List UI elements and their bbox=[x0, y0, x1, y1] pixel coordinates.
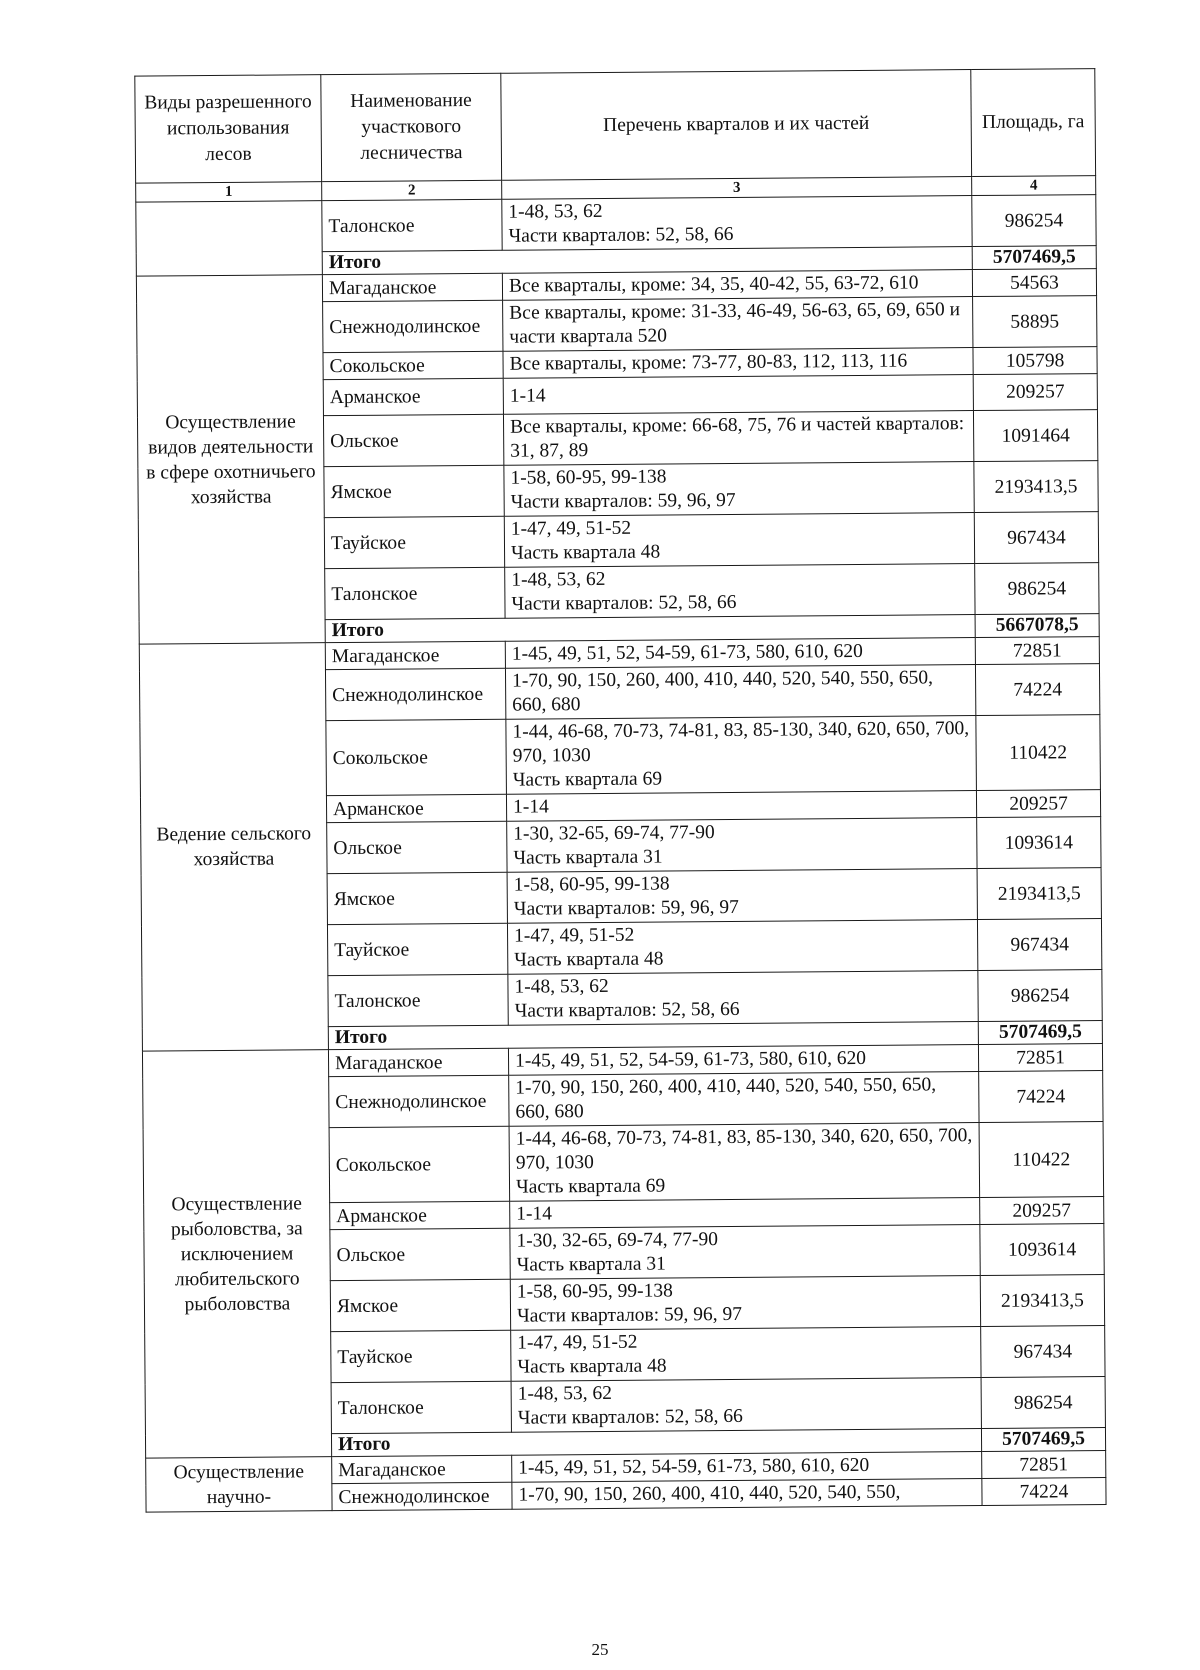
area-value: 2193413,5 bbox=[974, 461, 1098, 513]
area-value: 72851 bbox=[975, 637, 1099, 665]
area-value: 967434 bbox=[974, 512, 1098, 564]
forestry-name: Сокольское bbox=[326, 719, 507, 795]
use-type-cell: Ведение сельского хозяйства bbox=[139, 643, 328, 1051]
quarters-list bbox=[510, 1225, 980, 1280]
area-value: 105798 bbox=[973, 347, 1097, 375]
area-value: 209257 bbox=[976, 790, 1100, 818]
forestry-name: Магаданское bbox=[322, 273, 502, 301]
quarters-line: 1-44, 46-68, 70-73, 74-81, 83, 85-130, 340, 620, 650, 700, 970, 1030 bbox=[512, 718, 970, 767]
column-number: 2 bbox=[322, 180, 502, 200]
forestry-name: Тауйское bbox=[331, 1330, 511, 1382]
forestry-name: Сокольское bbox=[323, 351, 503, 379]
area-value: 2193413,5 bbox=[977, 868, 1101, 920]
area-value: 72851 bbox=[978, 1044, 1102, 1072]
forestry-name: Ямское bbox=[330, 1279, 510, 1331]
column-number: 1 bbox=[136, 182, 322, 202]
area-value: 986254 bbox=[972, 195, 1096, 247]
quarters-list bbox=[509, 1123, 980, 1202]
quarters-line: 1-58, 60-95, 99-138 bbox=[510, 466, 667, 489]
quarters-list: 1-45, 49, 51, 52, 54-59, 61-73, 580, 610, 620 bbox=[508, 1045, 978, 1076]
quarters-line: 1-44, 46-68, 70-73, 74-81, 83, 85-130, 340, 620, 650, 700, 970, 1030 bbox=[515, 1125, 973, 1174]
quarters-list bbox=[511, 1327, 981, 1382]
column-number: 3 bbox=[502, 177, 972, 200]
area-value: 74224 bbox=[975, 664, 1099, 716]
quarters-parts: Части кварталов: 52, 58, 66 bbox=[511, 591, 737, 615]
quarters-line: 1-30, 32-65, 69-74, 77-90 bbox=[516, 1229, 719, 1252]
quarters-parts: Части кварталов: 59, 96, 97 bbox=[513, 896, 739, 920]
area-value: 74224 bbox=[982, 1478, 1106, 1506]
quarters-list bbox=[507, 869, 977, 924]
table-row bbox=[136, 195, 1096, 254]
quarters-list: 1-14 bbox=[503, 375, 973, 415]
quarters-parts: Часть квартала 69 bbox=[515, 1175, 666, 1198]
quarters-list bbox=[508, 971, 978, 1026]
quarters-line: 1-48, 53, 62 bbox=[517, 1382, 612, 1405]
quarters-list: 1-70, 90, 150, 260, 400, 410, 440, 520, 540, 550, 650, 660, 680 bbox=[509, 1072, 979, 1127]
total-value: 5707469,5 bbox=[978, 1021, 1102, 1045]
header-use-type: Виды разрешенного использования лесов bbox=[135, 75, 322, 183]
forestry-name: Магаданское bbox=[325, 641, 505, 669]
forestry-name: Талонское bbox=[331, 1381, 511, 1433]
quarters-parts: Части кварталов: 52, 58, 66 bbox=[508, 223, 734, 247]
forestry-name: Тауйское bbox=[327, 923, 507, 975]
quarters-list bbox=[507, 920, 977, 975]
forestry-name: Талонское bbox=[325, 567, 505, 619]
area-value: 74224 bbox=[979, 1071, 1103, 1123]
area-value: 209257 bbox=[980, 1197, 1104, 1225]
quarters-line: 1-47, 49, 51-52 bbox=[517, 1331, 638, 1354]
quarters-list: 1-45, 49, 51, 52, 54-59, 61-73, 580, 610, 620 bbox=[512, 1452, 982, 1483]
forestry-name: Талонское bbox=[328, 974, 508, 1026]
quarters-parts: Части кварталов: 52, 58, 66 bbox=[514, 998, 740, 1022]
area-value: 986254 bbox=[981, 1377, 1105, 1429]
quarters-parts: Части кварталов: 52, 58, 66 bbox=[517, 1405, 743, 1429]
quarters-list: Все кварталы, кроме: 34, 35, 40-42, 55, 63-72, 610 bbox=[502, 270, 972, 301]
quarters-list: Все кварталы, кроме: 73-77, 80-83, 112, 113, 116 bbox=[503, 348, 973, 379]
quarters-parts: Части кварталов: 59, 96, 97 bbox=[516, 1303, 743, 1327]
forestry-name: Снежнодолинское bbox=[332, 1482, 512, 1510]
quarters-list bbox=[507, 818, 977, 873]
forestry-name: Арманское bbox=[326, 794, 506, 822]
quarters-line: 1-58, 60-95, 99-138 bbox=[516, 1280, 673, 1303]
quarters-parts: Часть квартала 31 bbox=[513, 846, 663, 869]
use-type-cell: Осуществление рыболовства, за исключением любительского рыболовства bbox=[142, 1050, 331, 1458]
quarters-list bbox=[504, 462, 974, 517]
quarters-list bbox=[511, 1378, 981, 1433]
total-value: 5707469,5 bbox=[981, 1428, 1105, 1452]
quarters-line: 1-48, 53, 62 bbox=[511, 568, 606, 591]
forestry-name: Снежнодолинское bbox=[325, 668, 505, 720]
quarters-line: 1-30, 32-65, 69-74, 77-90 bbox=[513, 822, 715, 845]
quarters-parts: Часть квартала 69 bbox=[512, 768, 663, 791]
header-forestry-name: Наименование участкового лесничества bbox=[321, 73, 502, 181]
area-value: 986254 bbox=[975, 563, 1099, 615]
area-value: 1093614 bbox=[977, 817, 1101, 869]
quarters-list: Все кварталы, кроме: 31-33, 46-49, 56-63, 65, 69, 650 и части квартала 520 bbox=[503, 297, 973, 352]
forestry-name: Сокольское bbox=[329, 1126, 510, 1202]
quarters-list bbox=[506, 716, 977, 795]
quarters-list bbox=[510, 1276, 980, 1331]
forestry-name: Магаданское bbox=[332, 1455, 512, 1483]
quarters-list: 1-70, 90, 150, 260, 400, 410, 440, 520, 540, 550, bbox=[512, 1479, 982, 1510]
area-value: 1093614 bbox=[980, 1224, 1104, 1276]
area-value: 209257 bbox=[973, 374, 1097, 411]
forestry-name: Ямское bbox=[327, 872, 507, 924]
forestry-name: Ольское bbox=[330, 1228, 510, 1280]
use-type-cell: Осуществление научно- bbox=[146, 1457, 332, 1512]
column-number: 4 bbox=[972, 176, 1096, 196]
forestry-name: Магаданское bbox=[328, 1048, 508, 1076]
page-number: 25 bbox=[591, 1640, 609, 1659]
use-type-cell: Осуществление видов деятельности в сфере охотничьего хозяйства bbox=[136, 275, 325, 644]
area-value: 110422 bbox=[976, 715, 1101, 791]
header-area: Площадь, га bbox=[971, 69, 1096, 177]
quarters-line: 1-48, 53, 62 bbox=[514, 975, 609, 998]
total-value: 5707469,5 bbox=[972, 246, 1096, 270]
area-value: 54563 bbox=[972, 269, 1096, 297]
total-label: Итого bbox=[325, 615, 975, 643]
forestry-name: Тауйское bbox=[324, 516, 504, 568]
quarters-line: 1-48, 53, 62 bbox=[508, 200, 603, 223]
area-value: 986254 bbox=[978, 970, 1102, 1022]
area-value: 967434 bbox=[977, 919, 1101, 971]
total-label: Итого bbox=[328, 1022, 978, 1050]
total-value: 5667078,5 bbox=[975, 614, 1099, 638]
use-type-cell bbox=[136, 201, 323, 276]
quarters-list bbox=[505, 564, 975, 619]
area-value: 1091464 bbox=[973, 410, 1097, 462]
quarters-parts: Часть квартала 48 bbox=[510, 541, 661, 564]
forestry-name: Ольское bbox=[327, 821, 507, 873]
area-value: 2193413,5 bbox=[980, 1275, 1104, 1327]
forestry-name: Ямское bbox=[324, 465, 504, 517]
area-value: 967434 bbox=[981, 1326, 1105, 1378]
table-header-row bbox=[135, 69, 1096, 184]
forestry-name: Арманское bbox=[330, 1201, 510, 1229]
forestry-name: Ольское bbox=[323, 414, 503, 466]
forestry-name: Снежнодолинское bbox=[323, 300, 503, 352]
area-value: 72851 bbox=[982, 1451, 1106, 1479]
quarters-line: 1-47, 49, 51-52 bbox=[510, 517, 632, 540]
quarters-list: Все кварталы, кроме: 66-68, 75, 76 и частей кварталов: 31, 87, 89 bbox=[503, 411, 973, 466]
quarters-line: 1-47, 49, 51-52 bbox=[513, 924, 635, 947]
total-label: Итого bbox=[331, 1429, 981, 1457]
area-value: 110422 bbox=[979, 1122, 1104, 1198]
total-label: Итого bbox=[322, 247, 972, 275]
quarters-parts: Часть квартала 31 bbox=[516, 1253, 666, 1276]
forest-use-table bbox=[134, 68, 1106, 1513]
quarters-list bbox=[502, 196, 972, 251]
quarters-parts: Часть квартала 48 bbox=[514, 948, 664, 971]
quarters-parts: Части кварталов: 59, 96, 97 bbox=[510, 489, 736, 513]
quarters-list: 1-70, 90, 150, 260, 400, 410, 440, 520, 540, 550, 650, 660, 680 bbox=[505, 665, 975, 720]
forestry-name: Арманское bbox=[323, 378, 503, 415]
quarters-parts: Часть квартала 48 bbox=[517, 1355, 667, 1378]
quarters-list: 1-14 bbox=[510, 1198, 980, 1229]
header-quarters-list: Перечень кварталов и их частей bbox=[501, 70, 972, 181]
quarters-line: 1-58, 60-95, 99-138 bbox=[513, 873, 670, 896]
forestry-name: Снежнодолинское bbox=[329, 1075, 509, 1127]
area-value: 58895 bbox=[973, 296, 1097, 348]
quarters-list bbox=[504, 513, 974, 568]
forestry-name: Талонское bbox=[322, 199, 502, 251]
quarters-list: 1-45, 49, 51, 52, 54-59, 61-73, 580, 610, 620 bbox=[505, 638, 975, 669]
quarters-list: 1-14 bbox=[506, 791, 976, 822]
